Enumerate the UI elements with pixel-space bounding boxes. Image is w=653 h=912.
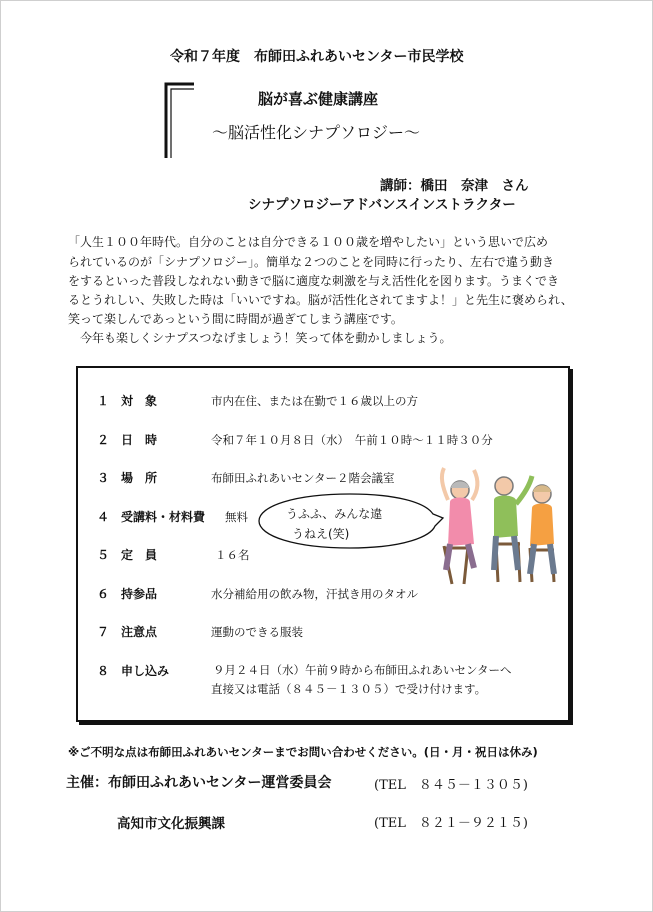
detail-label-target: 対 象 [121,394,158,408]
exercising-seniors-illustration [438,466,558,586]
detail-value-target: 市内在住、または在勤で１６歳以上の方 [211,394,418,408]
lecture-subtitle: ～脳活性化シナプソロジー～ [212,123,421,142]
detail-number: ７ [97,625,110,639]
bubble-text-line: うふふ、みんな違 [286,507,383,521]
detail-label-datetime: 日 時 [121,433,158,447]
detail-number: ５ [97,548,110,562]
detail-label-place: 場 所 [121,471,158,485]
bubble-text-line: うねえ(笑) [292,527,350,541]
detail-number: ４ [97,510,110,524]
intro-line: 今年も楽しくシナプスつなげましょう！笑って体を動かしましょう。 [68,331,452,345]
detail-label-items: 持参品 [121,587,158,601]
detail-label-capacity: 定 員 [121,548,158,562]
detail-number: １ [97,394,110,408]
lecturer-name: 講師：橋田 奈津 さん [380,178,529,194]
intro-line: 「人生１００年時代。自分のことは自分できる１００歳を増やしたい」という思いで広め [68,235,549,249]
detail-label-fee: 受講料・材料費 [121,510,206,524]
intro-line: をするといった普段しなれない動きで脳に適度な刺激を与え活性化を図ります。うまくでき [68,274,560,288]
co-organizer-phone: (TEL ８２１－９２１５) [374,816,528,831]
host-phone: (TEL ８４５－１３０５) [374,778,528,793]
detail-value-capacity: １６名 [215,548,250,562]
detail-value-items: 水分補給用の飲み物，汗拭き用のタオル [211,587,418,601]
detail-number: ６ [97,587,110,601]
detail-value-datetime: 令和７年１０月８日（水） 午前１０時～１１時３０分 [211,433,493,447]
detail-number: ２ [97,433,110,447]
detail-value-application-2: 直接又は電話（８４５－１３０５）で受け付けます。 [211,682,487,696]
detail-number: ８ [97,664,110,678]
title-frame-decoration [164,82,194,158]
school-header: 令和７年度 布師田ふれあいセンター市民学校 [170,49,464,65]
intro-line: られているのが「シナプソロジー」。簡単な２つのことを同時に行ったり、左右で違う動き [68,255,555,269]
lecturer-role: シナプソロジーアドバンスインストラクター [248,197,516,213]
detail-label-notes: 注意点 [121,625,158,639]
detail-value-application: ９月２４日（水）午前９時から布師田ふれあいセンターへ [213,663,512,677]
intro-line: るとうれしい、失敗した時は「いいですね。脳が活性化されてますよ！」と先生に褒められ、 [68,293,573,307]
intro-line: 笑って楽しんであっという間に時間が過ぎてしまう講座です。 [68,312,403,326]
detail-label-application: 申し込み [121,664,170,678]
detail-value-place: 布師田ふれあいセンター２階会議室 [211,471,395,485]
detail-value-notes: 運動のできる服装 [211,625,303,639]
inquiry-note: ※ご不明な点は布師田ふれあいセンターまでお問い合わせください。(日・月・祝日は休み) [68,745,538,759]
detail-value-fee: 無料 [225,510,248,524]
co-organizer: 高知市文化振興課 [117,816,225,832]
lecture-title: 脳が喜ぶ健康講座 [258,90,379,108]
detail-number: ３ [97,471,110,485]
host-organizer: 主催：布師田ふれあいセンター運営委員会 [66,775,332,791]
